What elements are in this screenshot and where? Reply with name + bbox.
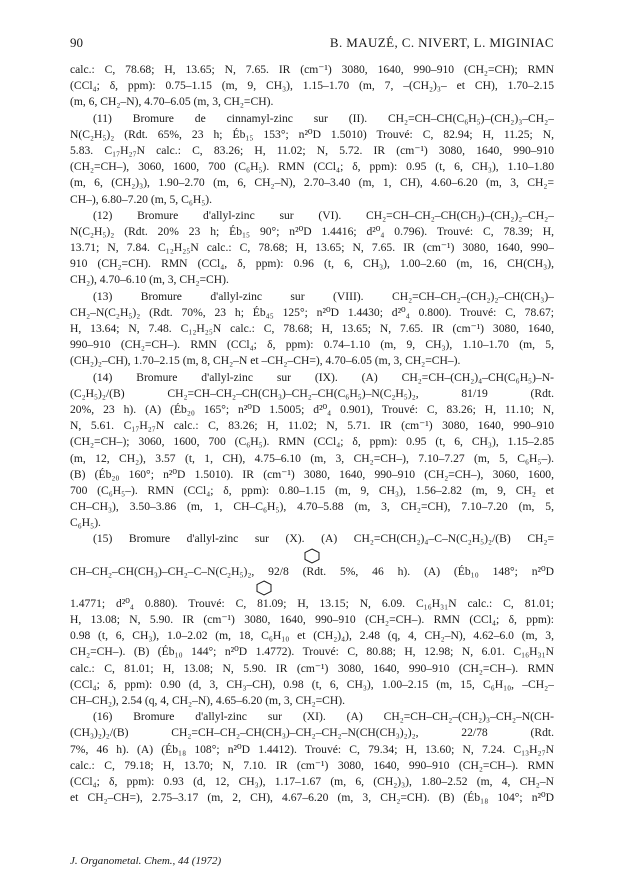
text-line: (CCl₄; δ, ppm): 0.93 (d, 12, CH₃), 1.17–1.67 (m, 6, (CH₂)₃), 1.80–2.52 (m, 4, CH₂–N	[70, 774, 554, 788]
text-line: (m, 6, CH₂–N), 4.70–6.05 (m, 3, CH₂=CH).	[70, 95, 274, 109]
text-line: (B) (Éb₂₀ 160°; n²⁰D 1.5010). IR (cm⁻¹) 3080, 1640, 990–910 (CH₂=CH–), 3060, 1600,	[70, 467, 554, 481]
text-line: et CH₂–CH=), 2.75–3.17 (m, 2, CH), 4.67–6.20 (m, 3, CH₂=CH). (B) (Éb₁₈ 104°; n²⁰D	[70, 791, 554, 805]
cyclohexane-ring-row-a	[70, 548, 554, 564]
cyclohexane-ring-icon	[302, 548, 322, 564]
text-line: N(C₂H₅)₂ (Rdt. 65%, 23 h; Éb₁₅ 153°; n²⁰D 1.5010) Trouvé: C, 82.94; H, 11.25; N,	[70, 127, 554, 141]
running-header-authors: B. MAUZÉ, C. NIVERT, L. MIGINIAC	[329, 35, 554, 50]
text-line: (C₂H₅)₂/(B) CH₂=CH–CH₂–CH(CH₃)–CH₂–CH(C₆H₅)–N(C₂H₅)₂, 81/19 (Rdt.	[70, 386, 554, 400]
text-line: (CH₃)₂)₂/(B) CH₂=CH–CH₂–CH(CH₃)–CH₂–CH₂–N(CH(CH₃)₂)₂, 22/78 (Rdt.	[70, 726, 554, 740]
text-line: CH₂), 4.70–6.10 (m, 3, CH₂=CH).	[70, 273, 229, 287]
paragraph-16-start: (16) Bromure d'allyl-zinc sur (XI). (A) CH₂=CH–CH₂–(CH₂)₃–CH₂–N(CH-	[93, 710, 554, 724]
text-line: (m, 12, CH₂), 3.57 (t, 1, CH), 4.75–6.10 (m, 3, CH₂=CH–), 7.10–7.27 (m, 5, C₆H₅–).	[70, 451, 554, 465]
text-line: 0.98 (t, 6, CH₃), 1.0–2.02 (m, 18, C₆H₁₀ et (CH₂)₄), 2.48 (q, 4, CH₂–N), 4.62–6.0 (m, 3,	[70, 629, 554, 643]
text-line: CH–CH₃), 3.50–3.86 (m, 1, CH–C₆H₅), 4.70–5.88 (m, 3, CH₂=CH), 7.10–7.20 (m, 5,	[70, 500, 554, 514]
text-line: (CH₂)₂–CH), 1.70–2.15 (m, 8, CH₂–N et –CH₂–CH=), 4.70–6.05 (m, 3, CH₂=CH–).	[70, 354, 461, 368]
text-line: 20%, 23 h). (A) (Éb₂₀ 165°; n²⁰D 1.5005; d²⁰₄ 0.901), Trouvé: C, 83.26; H, 11.10; N,	[70, 402, 554, 416]
cyclohexane-ring-icon	[254, 580, 274, 596]
page-number: 90	[70, 35, 83, 50]
text-line: CH–CH₂), 2.54 (q, 4, CH₂–N), 4.65–6.20 (m, 3, CH₂=CH).	[70, 693, 346, 707]
text-line: C₆H₅).	[70, 516, 101, 530]
paragraph-13-start: (13) Bromure d'allyl-zinc sur (VIII). CH₂=CH–CH₂–(CH₂)₂–CH(CH₃)–	[93, 289, 554, 303]
text-line: (CH₂=CH–); 3060, 1600, 700 (C₆H₅). RMN (CCl₄; δ, ppm): 0.95 (t, 6, CH₃), 1.15–2.85	[70, 435, 554, 449]
paragraph-11-start: (11) Bromure de cinnamyl-zinc sur (II). CH₂=CH–CH(C₆H₅)–(CH₂)₃–CH₂–	[93, 111, 554, 125]
journal-citation-footer: J. Organometal. Chem., 44 (1972)	[70, 855, 222, 867]
cyclohexane-ring-row-b	[70, 580, 554, 596]
text-line: CH–), 6.80–7.20 (m, 5, C₆H₅).	[70, 192, 213, 206]
text-line: 700 (C₆H₅–). RMN (CCl₄; δ, ppm): 0.80–1.15 (m, 9, CH₃), 1.56–2.82 (m, 9, CH₂ et	[70, 483, 554, 497]
paragraph-15-start: (15) Bromure d'allyl-zinc sur (X). (A) CH₂=CH(CH₂)₄–C–N(C₂H₅)₂/(B) CH₂=	[93, 532, 554, 546]
text-line: N, 5.61. C₁₇H₂₇N calc.: C, 83.26; H, 11.02; N, 5.71. IR (cm⁻¹) 3080, 1640, 990–910	[70, 419, 554, 433]
text-line: calc.: C, 78.68; H, 13.65; N, 7.65. IR (cm⁻¹) 3080, 1640, 990–910 (CH₂=CH); RMN	[70, 63, 554, 76]
text-line: (CH₂=CH–), 3060, 1600, 700 (C₆H₅). RMN (CCl₄; δ, ppm): 0.95 (t, 6, CH₃), 1.10–1.80	[70, 160, 554, 174]
text-line: (CCl₄; δ, ppm): 0.90 (d, 3, CH₃–CH), 0.98 (t, 6, CH₃), 1.00–2.15 (m, 15, C₆H₁₀, –CH₂–	[70, 677, 554, 691]
text-line: 1.4771; d²⁰₄ 0.880). Trouvé: C, 81.09; H, 13.15; N, 6.09. C₁₆H₃₁N calc.: C, 81.01;	[70, 596, 554, 610]
text-line: 990–910 (CH₂=CH–). RMN (CCl₄; δ, ppm): 0.74–1.10 (m, 9, CH₃), 1.10–1.70 (m, 5,	[70, 338, 554, 352]
text-line: CH₂–N(C₂H₅)₂ (Rdt. 70%, 23 h; Éb₄₅ 125°; n²⁰D 1.4430; d²⁰₄ 0.800). Trouvé: C, 78.67;	[70, 305, 554, 319]
text-line: 910 (CH₂=CH). RMN (CCl₄, δ, ppm): 0.96 (t, 6, CH₃), 1.00–2.60 (m, 16, CH(CH₃),	[70, 257, 554, 271]
text-line: H, 13.64; N, 7.48. C₁₂H₂₅N calc.: C, 78.68; H, 13.65; N, 7.65. IR (cm⁻¹) 3080, 1640,	[70, 322, 554, 335]
paragraph-14-start: (14) Bromure d'allyl-zinc sur (IX). (A) CH₂=CH–(CH₂)₄–CH(C₆H₅)–N-	[93, 370, 554, 384]
text-line: 13.71; N, 7.84. C₁₂H₂₅N calc.: C, 78.68; H, 13.65; N, 7.65. IR (cm⁻¹) 3080, 1640, 990–	[70, 241, 554, 255]
text-line: 5.83. C₁₇H₂₇N calc.: C, 83.26; H, 11.02; N, 5.72. IR (cm⁻¹) 3080, 1640, 990–910	[70, 143, 554, 157]
text-line: H, 13.08; N, 5.90. IR (cm⁻¹) 3080, 1640, 990–910 (CH₂=CH–). RMN (CCl₄; δ, ppm):	[70, 613, 554, 626]
text-line: calc.: C, 79.18; H, 13.70; N, 7.10. IR (cm⁻¹) 3080, 1640, 990–910 (CH₂=CH–). RMN	[70, 758, 554, 772]
paragraph-12-start: (12) Bromure d'allyl-zinc sur (VI). CH₂=CH–CH₂–CH(CH₃)–(CH₂)₂–CH₂–	[93, 208, 554, 222]
text-line: 7%, 46 h). (A) (Éb₁₈ 108°; n²⁰D 1.4412). Trouvé: C, 79.34; H, 13.60; N, 7.24. C₁₃H₂₇N	[70, 742, 554, 756]
text-line: (m, 6, (CH₂)₃), 1.90–2.70 (m, 6, CH₂–N), 2.70–3.40 (m, 1, CH), 4.60–6.20 (m, 3, CH₂=	[70, 176, 554, 190]
text-line: (CCl₄; δ, ppm): 0.75–1.15 (m, 9, CH₃), 1.15–1.70 (m, 7, –(CH₂)₃– et CH), 1.70–2.15	[70, 79, 554, 93]
article-body	[70, 62, 554, 806]
text-line: CH₂=CH–). (B) (Éb₁₀ 144°; n²⁰D 1.4772). Trouvé: C, 80.88; H, 12.98; N, 6.01. C₁₆H₃₁N	[70, 645, 554, 659]
text-line: CH–CH₂–CH(CH₃)–CH₂–C–N(C₂H₅)₂, 92/8 (Rdt. 5%, 46 h). (A) (Éb₁₀ 148°; n²⁰D	[70, 564, 554, 578]
text-line: N(C₂H₅)₂ (Rdt. 20% 23 h; Éb₁₅ 90°; n²⁰D 1.4416; d²⁰₄ 0.796). Trouvé: C, 78.39; H,	[70, 224, 554, 238]
text-line: calc.: C, 81.01; H, 13.08; N, 5.90. IR (cm⁻¹) 3080, 1640, 990–910 (CH₂=CH–). RMN	[70, 661, 554, 675]
